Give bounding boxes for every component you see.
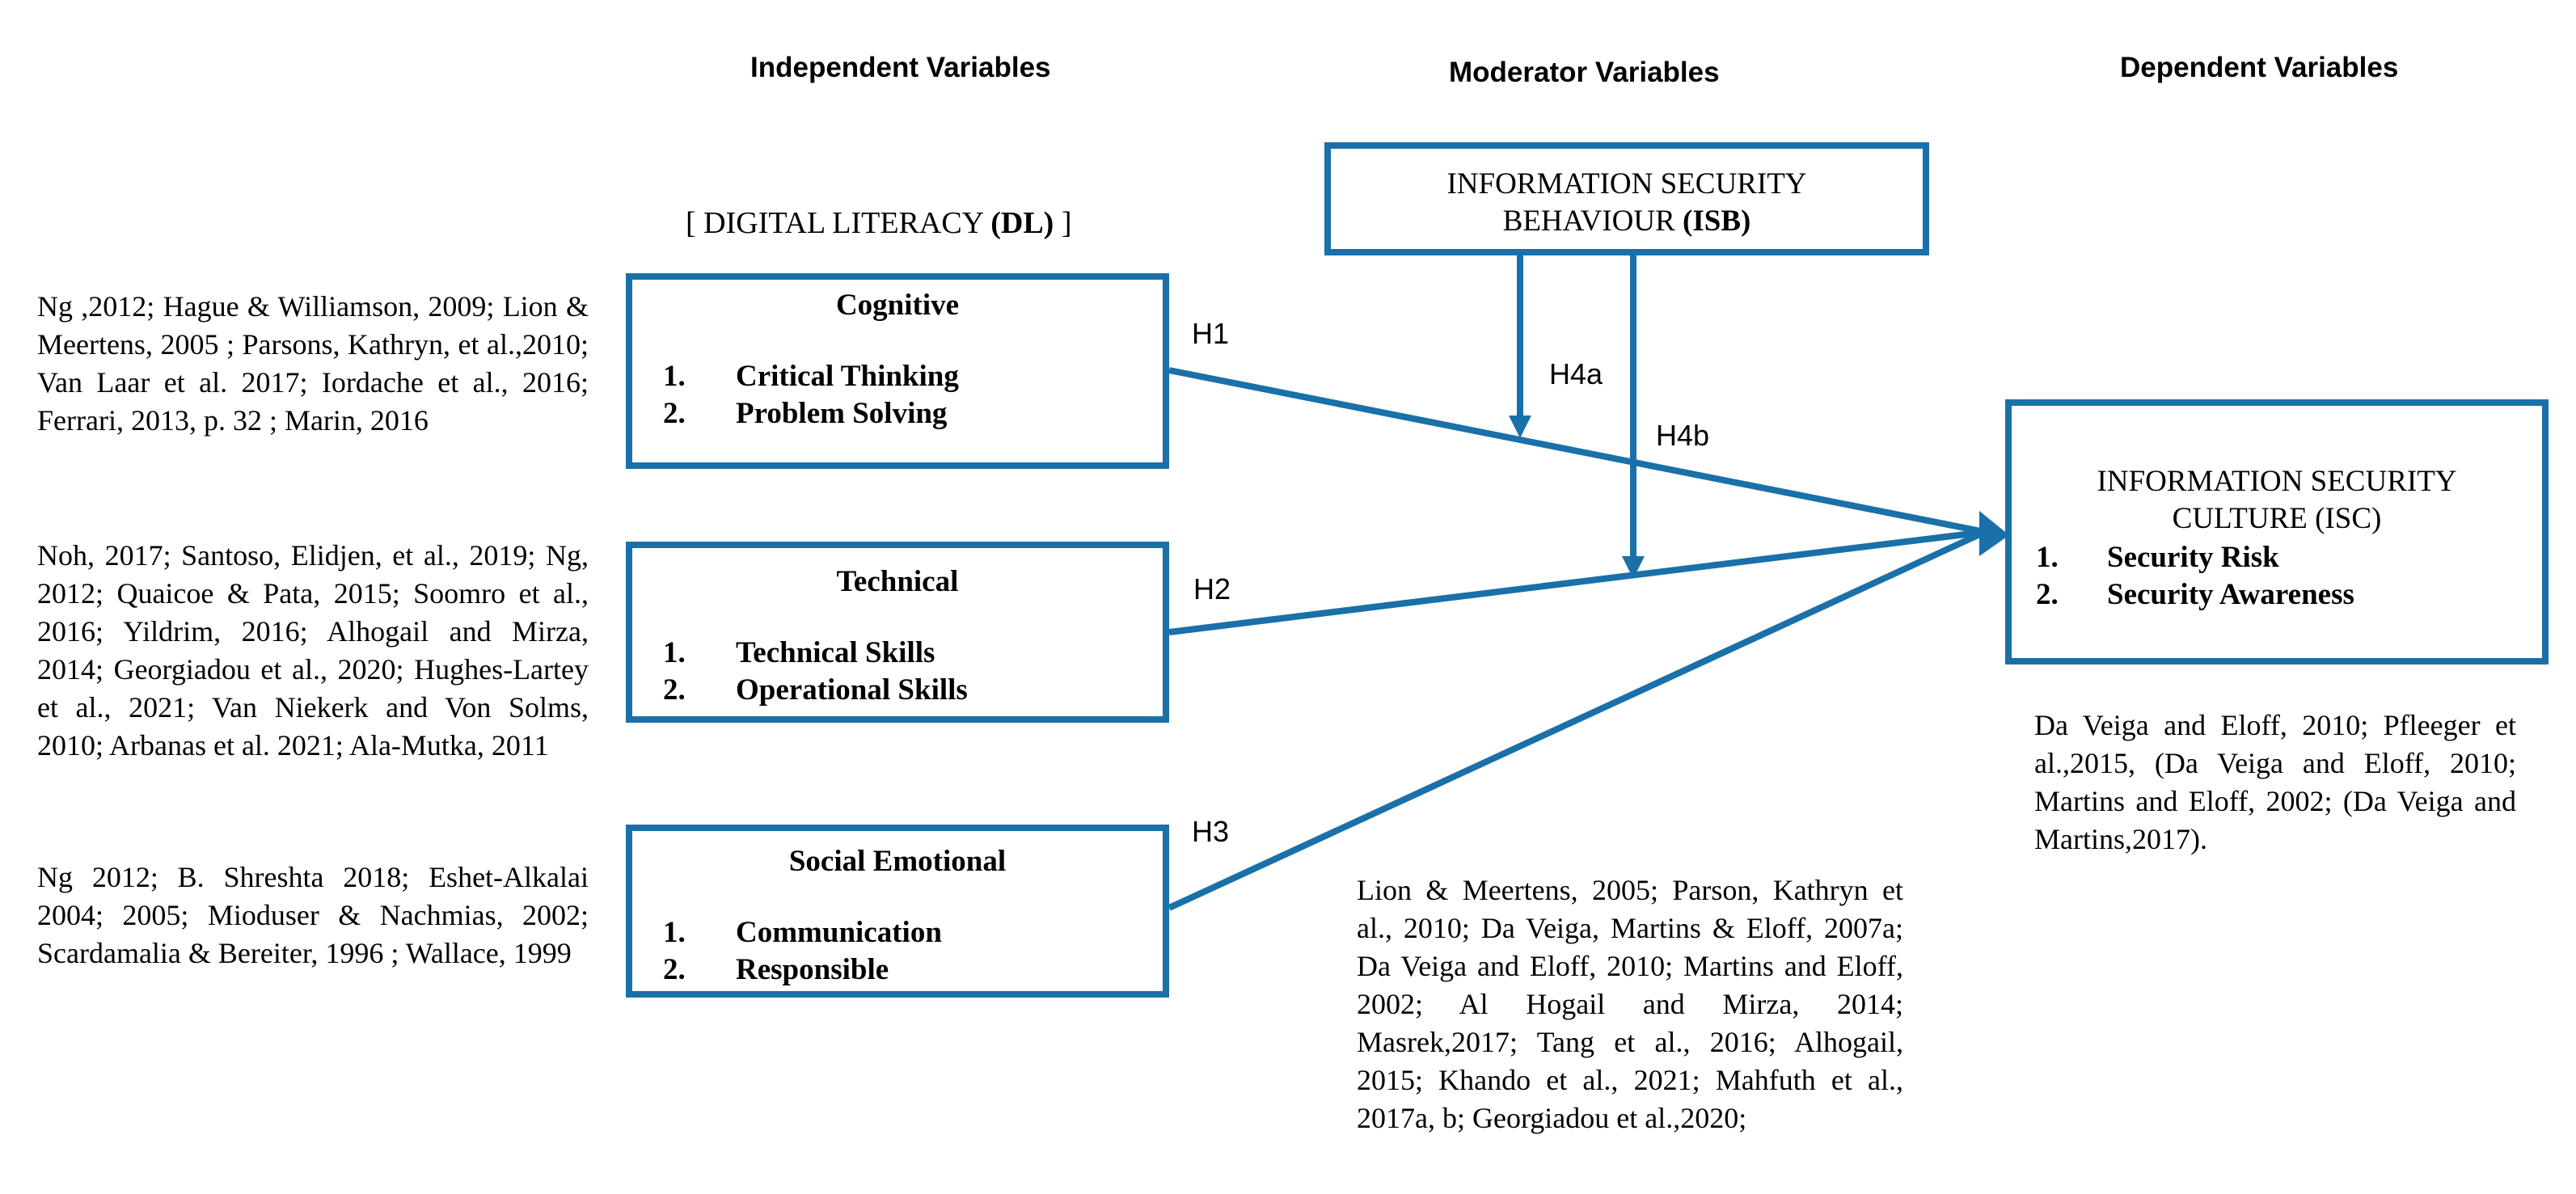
h1-label: H1: [1192, 317, 1230, 350]
isc-line1: INFORMATION SECURITY: [2097, 465, 2457, 498]
item-label: Critical Thinking: [736, 360, 959, 393]
technical-skills-item: [663, 635, 935, 670]
item-number: 1.: [663, 360, 686, 393]
digital-literacy-abbr: (DL): [990, 206, 1054, 240]
h4b-label: H4b: [1656, 419, 1710, 452]
cognitive-title: Cognitive: [835, 289, 960, 322]
item-label: Security Risk: [2107, 541, 2279, 574]
technical-box: [626, 542, 1169, 723]
item-number: 1.: [663, 916, 686, 949]
problem-solving-item: [663, 396, 947, 431]
digital-literacy-prefix: [ DIGITAL LITERACY: [686, 206, 991, 240]
moderator-variables-header: Moderator Variables: [1449, 57, 1720, 88]
h2-label: H2: [1193, 572, 1231, 605]
isc-box: [2005, 399, 2549, 665]
dependent-references: Da Veiga and Eloff, 2010; Pfleeger et al.,2015, (Da Veiga and Eloff, 2010; Martins and Eloff, 2002; (Da Veiga and Martins,2017).: [2034, 709, 2516, 855]
responsible-item: [663, 952, 889, 987]
h3-label: H3: [1192, 815, 1230, 848]
item-label: Security Awareness: [2107, 578, 2354, 611]
isb-line2: [1331, 204, 1923, 238]
item-label: Responsible: [736, 953, 889, 986]
h4a-arrowhead: [1509, 416, 1531, 438]
item-label: Problem Solving: [736, 397, 948, 430]
social-emotional-references: Ng 2012; B. Shreshta 2018; Eshet-Alkalai 2004; 2005; Mioduser & Nachmias, 2002; Scardamalia & Bereiter, 1996 ; Wallace, 1999: [37, 861, 589, 969]
isb-line1: INFORMATION SECURITY: [1446, 167, 1807, 200]
security-awareness-item: [2036, 577, 2354, 612]
item-number: 2.: [663, 673, 686, 707]
h4a-label: H4a: [1549, 357, 1603, 390]
isb-box: [1324, 142, 1929, 255]
technical-references: Noh, 2017; Santoso, Elidjen, et al., 2019; Ng, 2012; Quaicoe & Pata, 2015; Soomro et al., 2016; Yildrim, 2016; Alhogail and Mirza, 2014; Georgiadou et al., 2020; Hughes-Lartey et al., 2021; Van Niekerk and Von Solms, 2010; Arbanas et al. 2021; Ala-Mutka, 2011: [37, 539, 589, 762]
dependent-variables-header: Dependent Variables: [2120, 52, 2399, 83]
operational-skills-item: [663, 673, 968, 707]
item-number: 2.: [2036, 578, 2059, 611]
social-emotional-title: Social Emotional: [788, 845, 1007, 878]
item-number: 1.: [2036, 541, 2059, 574]
technical-title: Technical: [836, 565, 959, 598]
communication-item: [663, 915, 942, 950]
moderator-references: Lion & Meertens, 2005; Parson, Kathryn et al., 2010; Da Veiga, Martins & Eloff, 2007a; Da Veiga and Eloff, 2010; Martins and Eloff, 2002; Al Hogail and Mirza, 2014; Masrek,2017; Tang et al., 2016; Alhogail, 2015; Khando et al., 2021; Mahfuth et al., 2017a, b; Georgiadou et al.,2020;: [1357, 874, 1903, 1134]
item-number: 2.: [663, 953, 686, 986]
item-number: 2.: [663, 397, 686, 430]
isb-line2-text: BEHAVIOUR: [1502, 205, 1683, 238]
critical-thinking-item: [663, 359, 959, 394]
item-label: Operational Skills: [736, 673, 968, 707]
item-label: Communication: [736, 916, 942, 949]
isc-line2: CULTURE (ISC): [2172, 502, 2382, 535]
h2-arrow-line: [1169, 532, 1985, 632]
cognitive-references: Ng ,2012; Hague & Williamson, 2009; Lion & Meertens, 2005 ; Parsons, Kathryn, et al.,2010; Van Laar et al. 2017; Iordache et al., 2016; Ferrari, 2013, p. 32 ; Marin, 2016: [37, 290, 589, 437]
digital-literacy-suffix: ]: [1054, 206, 1072, 240]
h1-arrow-line: [1169, 370, 1985, 532]
h3-arrow-line: [1169, 532, 1985, 908]
item-number: 1.: [663, 636, 686, 669]
independent-variables-header: Independent Variables: [750, 52, 1051, 83]
cognitive-box: [626, 273, 1169, 469]
security-risk-item: [2036, 540, 2279, 575]
item-label: Technical Skills: [736, 636, 935, 669]
social-emotional-box: [626, 825, 1169, 998]
isb-abbr: (ISB): [1683, 205, 1751, 238]
